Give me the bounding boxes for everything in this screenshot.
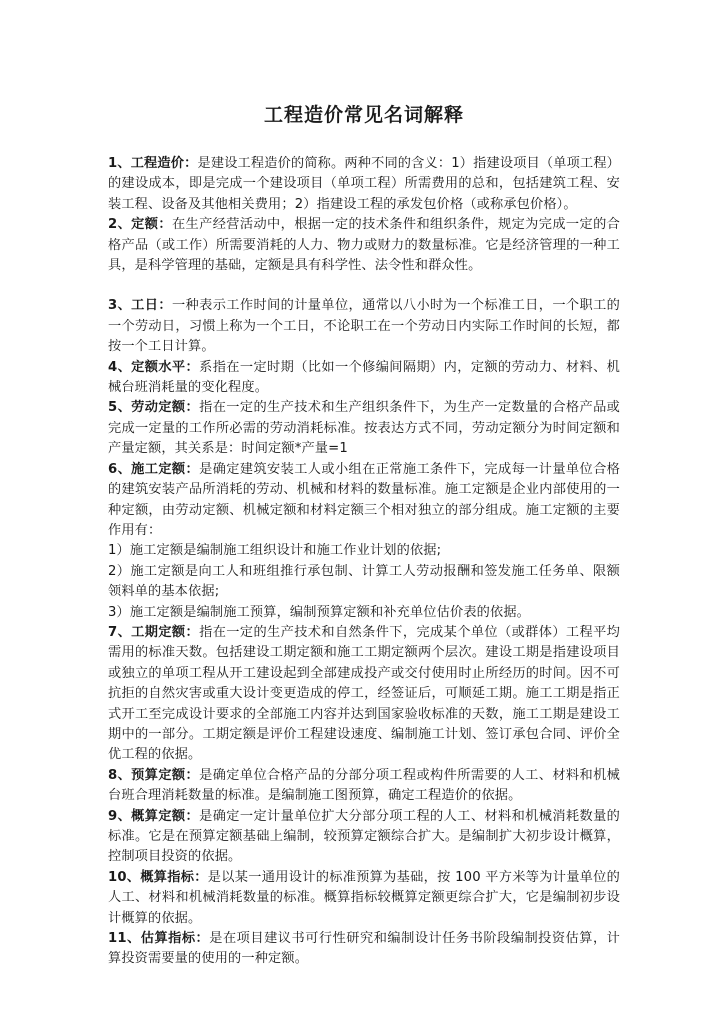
entry-number: 11、 [108, 931, 141, 947]
entry-definition: 一种表示工作时间的计量单位，通常以八小时为一个标准工日，一个职工的一个劳动日，习惯上称为一个工日，不论职工在一个劳动日内实际工作时间的长短，都按一个工日计算。 [108, 298, 621, 355]
entry-9-estimate-quota [108, 807, 620, 868]
entry-definition: 是确定一定计量单位扩大分部分项工程的人工、材料和机械消耗数量的标准。它是在预算定额基础上编制，较预算定额综合扩大。是编制扩大初步设计概算，控制项目投资的依据。 [108, 808, 621, 865]
entry-4-quota-level [108, 358, 620, 399]
entry-term: 概算指标： [140, 869, 208, 885]
entry-term: 工程造价： [130, 156, 198, 171]
entry-3-workday [108, 296, 620, 357]
entry-term: 估算指标： [140, 931, 210, 947]
entry-number: 1、 [108, 156, 131, 171]
entry-definition: 在生产经营活动中，根据一定的技术条件和组织条件，规定为完成一定的合格产品（或工作）所需要消耗的人力、物力或财力的数量标准。它是经济管理的一种工具，是科学管理的基础，定额是具有科学性、法令性和群众性。 [108, 217, 621, 274]
entry-definition: 是确定单位合格产品的分部分项工程或构件所需要的人工、材料和机械台班合理消耗数量的标准。是编制施工图预算，确定工程造价的依据。 [108, 767, 621, 804]
page-title: 工程造价常见名词解释 [263, 104, 464, 126]
glossary-entries [108, 154, 620, 970]
entry-definition: 是在项目建议书可行性研究和编制设计任务书阶段编制投资估算，计算投资需要量的使用的一种定额。 [108, 931, 621, 967]
entry-10-estimate-index [108, 868, 620, 929]
entry-term: 预算定额： [131, 767, 200, 783]
entry-definition: 是建设工程造价的简称。两种不同的含义：1）指建设项目（单项工程）的建设成本，即是完成一个建设项目（单项工程）所需费用的总和，包括建筑工程、安装工程、设备及其他相关费用；2）指建设工程的承发包价格（或称承包价格）。 [108, 156, 621, 212]
quota-use-item: 2）施工定额是向工人和班组推行承包制、计算工人劳动报酬和签发施工任务单、限额领料单的基本依据; [108, 563, 620, 600]
entry-number: 9、 [108, 808, 132, 824]
entry-1-project-cost [108, 154, 620, 215]
entry-number: 4、 [108, 359, 132, 375]
entry-number: 2、 [108, 217, 132, 233]
entry-definition: 系指在一定时期（比如一个修编间隔期）内，定额的劳动力、材料、机械台班消耗量的变化程度。 [108, 359, 621, 396]
entry-number: 7、 [108, 624, 132, 640]
entry-7-duration-quota [108, 623, 620, 766]
entry-number: 8、 [108, 767, 132, 783]
entry-term: 施工定额： [131, 461, 200, 477]
entry-2-quota [108, 215, 620, 276]
entry-definition: 指在一定的生产技术和生产组织条件下，为生产一定数量的合格产品或完成一定量的工作所必需的劳动消耗标准。按表达方式不同，劳动定额分为时间定额和产量定额，其关系是：时间定额*产量=1 [108, 400, 621, 457]
entry-6-construction-quota [108, 460, 620, 542]
entry-term: 定额： [131, 217, 172, 233]
entry-8-budget-quota [108, 766, 620, 807]
entry-definition: 是以某一通用设计的标准预算为基础，按 100 平方米等为计量单位的人工、材料和机械消耗数量的标准。概算指标较概算定额更综合扩大，它是编制初步设计概算的依据。 [108, 869, 621, 926]
entry-term: 定额水平： [131, 359, 200, 375]
entry-5-labor-quota [108, 398, 620, 459]
quota-use-item: 3）施工定额是编制施工预算，编制预算定额和补充单位估价表的依据。 [108, 604, 530, 620]
quota-use-item: 1）施工定额是编制施工组织设计和施工作业计划的依据; [108, 543, 442, 559]
entry-definition: 是确定建筑安装工人或小组在正常施工条件下，完成每一计量单位合格的建筑安装产品所消耗的劳动、机械和材料的数量标准。施工定额是企业内部使用的一种定额，由劳动定额、机械定额和材料定额三个相对独立的部分组成。施工定额的主要作用有： [108, 461, 621, 538]
entry-number: 10、 [108, 869, 141, 885]
entry-number: 6、 [108, 461, 132, 477]
entry-term: 工期定额： [131, 624, 200, 640]
entry-term: 劳动定额： [131, 400, 200, 416]
entry-term: 工日： [131, 298, 172, 314]
entry-11-appraisal-index [108, 929, 620, 970]
entry-term: 概算定额： [131, 808, 200, 824]
entry-number: 3、 [108, 298, 132, 314]
entry-number: 5、 [108, 400, 132, 416]
entry-definition: 指在一定的生产技术和自然条件下，完成某个单位（或群体）工程平均需用的标准天数。包括建设工期定额和施工工期定额两个层次。建设工期是指建设项目或独立的单项工程从开工建设起到全部建成投产或交付使用时止所经历的时间。因不可抗拒的自然灾害或重大设计变更造成的停工，经签证后，可顺延工期。施工工期是指正式开工至完成设计要求的全部施工内容并达到国家验收标准的天数，施工工期是建设工期中的一部分。工期定额是评价工程建设速度、编制施工计划、签订承包合同、评价全优工程的依据。 [108, 624, 621, 763]
